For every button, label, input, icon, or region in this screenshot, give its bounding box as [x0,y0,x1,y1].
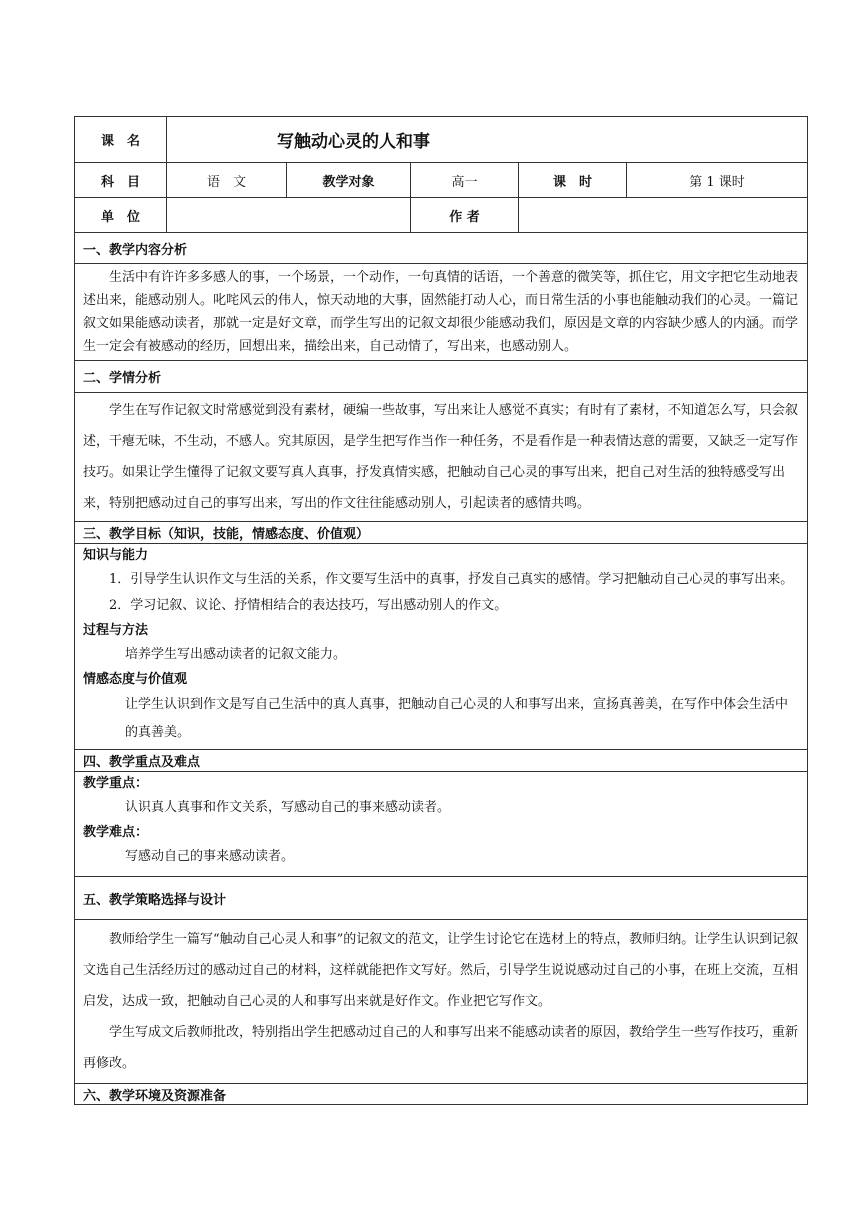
section-body-key-points [75,772,808,877]
subject-label: 科 目 [75,163,167,198]
strategy-paragraph-2: 学生写成文后教师批改，特别指出学生把感动过自己的人和事写出来不能感动读者的原因，教给学生一些写作技巧，重新再修改。 [83,1025,799,1071]
period-label: 课 时 [519,163,627,198]
content-analysis-text: 生活中有许许多多感人的事，一个场景，一个动作，一句真情的话语，一个善意的微笑等，抓住它，用文字把它生动地表述出来，能感动别人。叱咤风云的伟人，惊天动地的大事，固然能打动人心，而日常生活的小事也能触动我们的心灵。一篇记叙文如果能感动读者，那就一定是好文章，而学生写出的记叙文却很少能感动我们，原因是文章的内容缺少感人的内涵。而学生一定会有被感动的经历，回想出来，描绘出来，自己动情了，写出来，也感动别人。 [83,270,799,354]
section-heading-key-points: 四、教学重点及难点 [75,750,808,772]
key-point-text: 认识真人真事和作文关系，写感动自己的事来感动读者。 [125,800,451,815]
emotion-label: 情感态度与价值观 [83,672,188,687]
audience-value: 高一 [411,163,519,198]
subject-value: 语 文 [167,163,287,198]
knowledge-label: 知识与能力 [83,548,149,563]
lesson-plan-table [74,116,808,1105]
course-title: 写触动心灵的人和事 [167,117,808,163]
section-heading-resources: 六、教学环境及资源准备 [75,1084,808,1105]
difficulty-label: 教学难点： [83,825,149,840]
author-label: 作 者 [411,198,519,233]
section-heading-student-analysis: 二、学情分析 [75,361,808,393]
difficulty-text: 写感动自己的事来感动读者。 [125,849,295,864]
process-label: 过程与方法 [83,623,149,638]
student-analysis-text: 学生在写作记叙文时常感觉到没有素材，硬编一些故事，写出来让人感觉不真实；有时有了素材，不知道怎么写，只会叙述，干瘪无味，不生动，不感人。究其原因，是学生把写作当作一种任务，不是看作是一种表情达意的需要，又缺乏一定写作技巧。如果让学生懂得了记叙文要写真人真事，抒发真情实感，把触动自己心灵的事写出来，把自己对生活的独特感受写出来，特别把感动过自己的事写出来，写出的作文往往能感动别人，引起读者的感情共鸣。 [83,403,799,511]
section-heading-objectives: 三、教学目标（知识，技能，情感态度、价值观） [75,522,808,544]
section-heading-strategy: 五、教学策略选择与设计 [75,877,808,920]
objective-item-1: 1．引导学生认识作文与生活的关系，作文要写生活中的真事，抒发自己真实的感情。学习把触动自己心灵的事写出来。 [109,572,794,587]
process-text: 培养学生写出感动读者的记叙文能力。 [125,647,347,662]
objective-item-2: 2．学习记叙、议论、抒情相结合的表达技巧，写出感动别人的作文。 [109,598,508,613]
emotion-text: 让学生认识到作文是写自己生活中的真人真事，把触动自己心灵的人和事写出来，宣扬真善美，在写作中体会生活中的真善美。 [125,697,789,740]
course-name-label: 课 名 [75,117,167,163]
lesson-plan-page [74,116,807,1105]
audience-label: 教学对象 [287,163,411,198]
period-value: 第 1 课时 [627,163,808,198]
strategy-paragraph-1: 教师给学生一篇写“触动自己心灵人和事”的记叙文的范文，让学生讨论它在选材上的特点，教师归纳。让学生认识到记叙文选自己生活经历过的感动过自己的材料，这样就能把作文写好。然后，引导学生说说感动过自己的小事，在班上交流，互相启发，达成一致，把触动自己心灵的人和事写出来就是好作文。作业把它写作文。 [83,932,799,1009]
section-body-student-analysis [75,393,808,522]
section-heading-content-analysis: 一、教学内容分析 [75,233,808,264]
section-body-objectives [75,544,808,750]
author-value [519,198,808,233]
section-body-content-analysis [75,264,808,361]
unit-value [167,198,411,233]
key-point-label: 教学重点： [83,776,149,791]
unit-label: 单 位 [75,198,167,233]
section-body-strategy [75,920,808,1084]
